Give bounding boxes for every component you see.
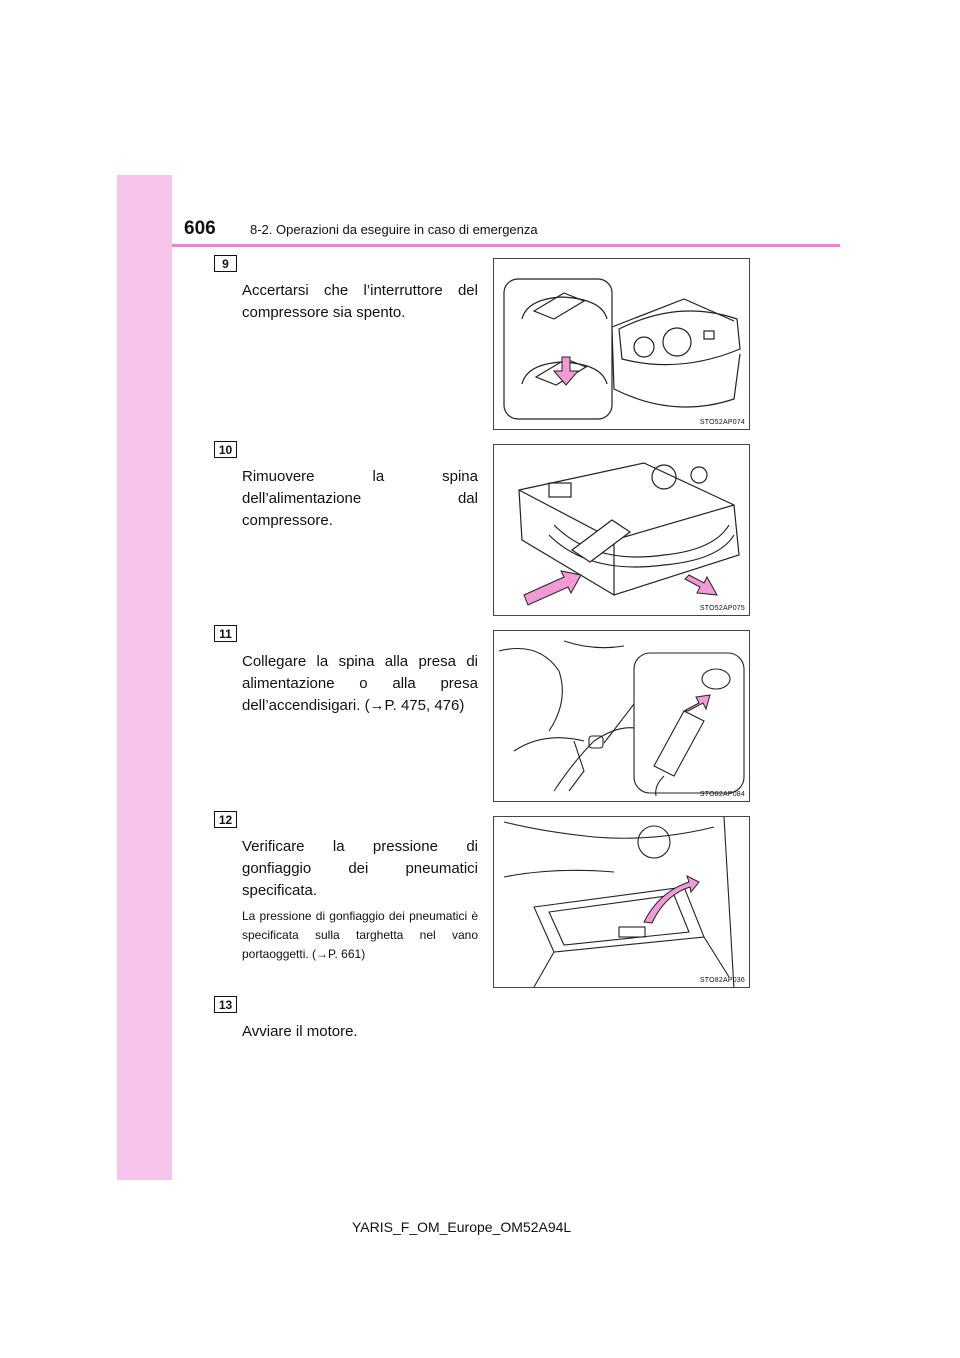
step-11-text: Collegare la spina alla presa di alimentazione o alla presa dell’accendisigari. (→P. 475, 476) — [242, 653, 478, 714]
step-12-badge: 12 — [214, 811, 237, 828]
figure-remove-plug — [493, 444, 750, 616]
step-12-text: Verificare la pressione di gonfiaggio dei pneumatici specificata. — [242, 838, 478, 899]
step-10-text: Rimuovere la spina dell’alimentazione dal compressore. — [242, 468, 478, 529]
section-title: 8-2. Operazioni da eseguire in caso di emergenza — [250, 222, 538, 237]
power-outlet-illustration — [494, 631, 750, 802]
page-number: 606 — [184, 218, 216, 239]
step-13-text: Avviare il motore. — [242, 1023, 358, 1040]
header-rule — [172, 244, 840, 247]
document-code: YARIS_F_OM_Europe_OM52A94L — [352, 1219, 572, 1235]
step-11-badge: 11 — [214, 625, 237, 642]
step-9-text: Accertarsi che l’interruttore del compressore sia spento. — [242, 282, 478, 321]
figure-code: STO82AP036 — [699, 977, 745, 984]
remove-plug-illustration — [494, 445, 750, 616]
figure-power-outlet — [493, 630, 750, 802]
figure-code: STO82AP084 — [699, 791, 745, 798]
figure-code: STO52AP074 — [699, 419, 745, 426]
step-10-badge: 10 — [214, 441, 237, 458]
figure-compressor-switch — [493, 258, 750, 430]
compressor-switch-illustration — [494, 259, 750, 430]
step-12-note: La pressione di gonfiaggio dei pneumatici è specificata sulla targhetta nel vano portaoggetti. (→P. 661) — [242, 909, 478, 961]
glovebox-label-illustration — [494, 817, 750, 988]
figure-code: STO52AP075 — [699, 605, 745, 612]
step-13-badge: 13 — [214, 996, 237, 1013]
step-9-badge: 9 — [214, 255, 237, 272]
chapter-sidebar-tab — [117, 175, 172, 1180]
figure-glovebox-label — [493, 816, 750, 988]
